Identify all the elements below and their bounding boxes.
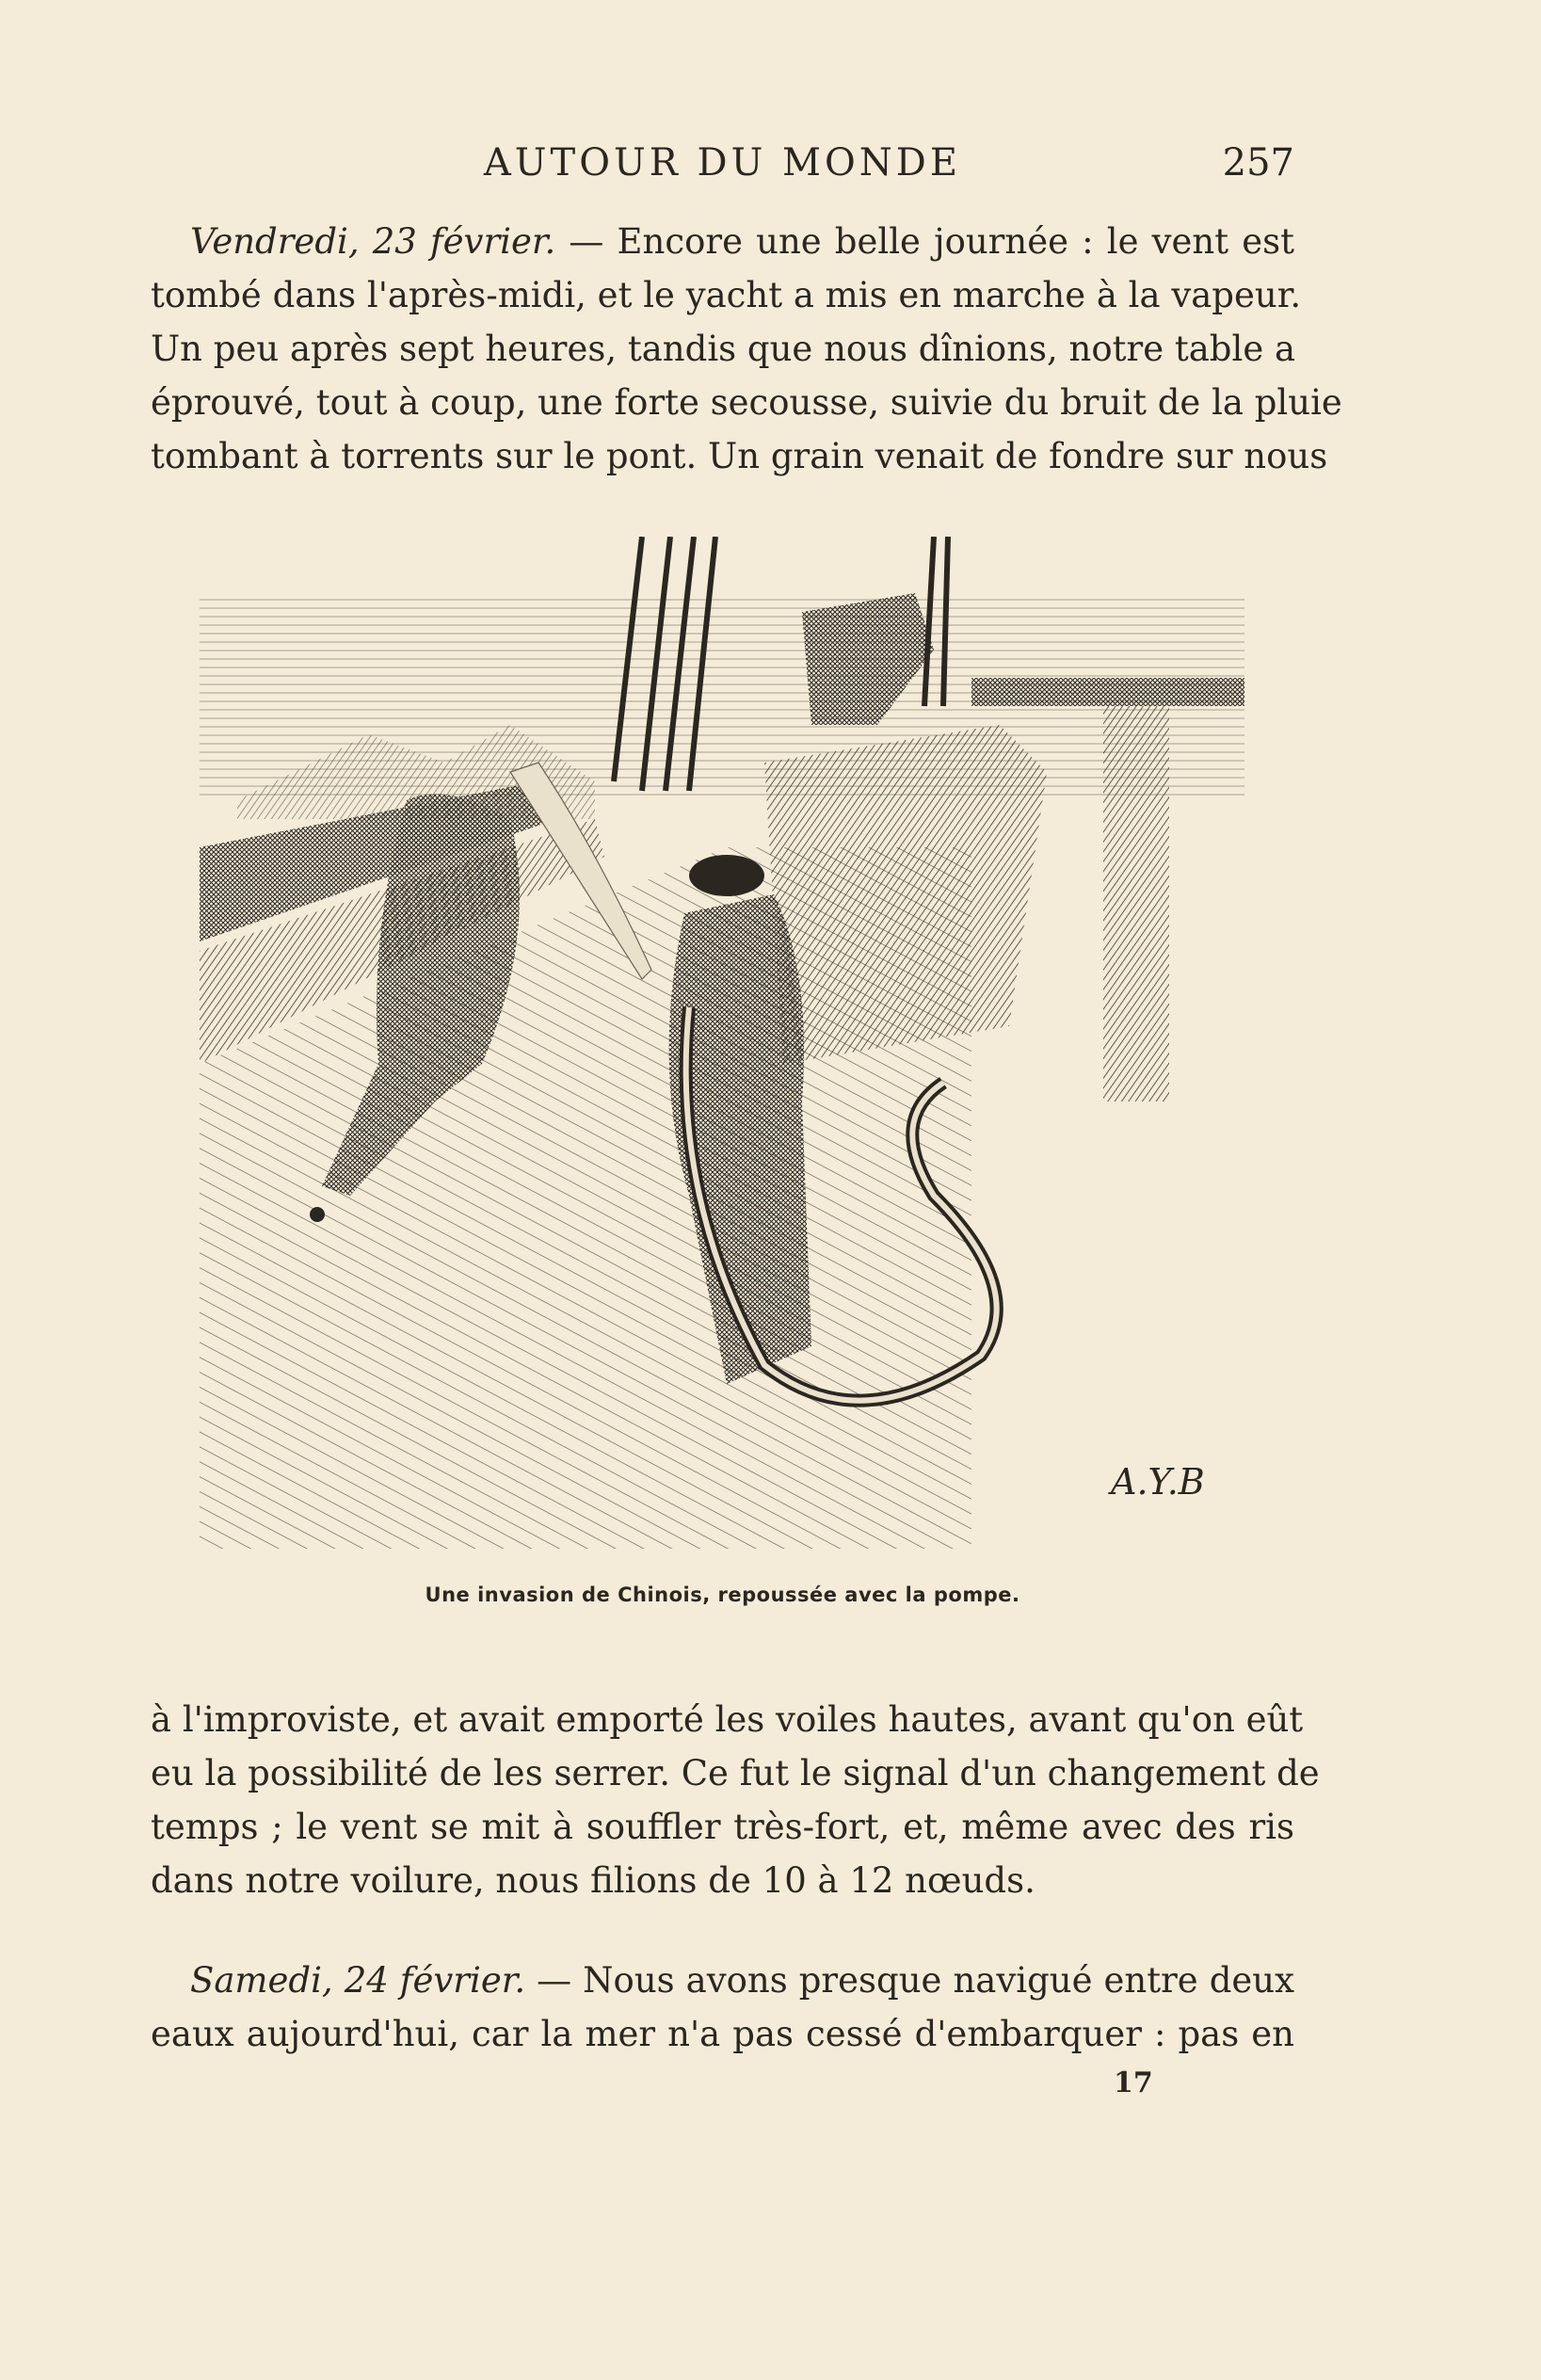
paragraph-line: eaux aujourd'hui, car la mer n'a pas cessé d'embarquer : pas en <box>151 2014 1294 2054</box>
date-label: Vendredi, 23 février. <box>190 221 556 262</box>
running-head <box>151 141 1294 188</box>
paragraph-continuation <box>151 1693 1320 1907</box>
illustration-caption: Une invasion de Chinois, repoussée avec la pompe. <box>425 1584 1020 1606</box>
paragraph-line: eu la possibilité de les serrer. Ce fut le signal d'un changement de <box>151 1753 1320 1793</box>
paragraph-line: tombant à torrents sur le pont. Un grain venait de fondre sur nous <box>151 436 1328 476</box>
date-label: Samedi, 24 février. <box>190 1960 526 2001</box>
paragraph-saturday <box>151 1954 1294 2061</box>
cap <box>689 855 764 896</box>
paragraph-line: éprouvé, tout à coup, une forte secousse, suivie du bruit de la pluie <box>151 382 1342 423</box>
paragraph-friday <box>151 215 1342 483</box>
running-title: AUTOUR DU MONDE <box>483 141 962 185</box>
page-number: 257 <box>1222 141 1294 185</box>
paragraph-line <box>151 1954 1294 2007</box>
line-text: — Encore une belle journée : le vent est <box>555 221 1294 262</box>
paragraph-line: dans notre voilure, nous filions de 10 à 12 nœuds. <box>151 1860 1035 1901</box>
line-text: — Nous avons presque navigué entre deux <box>525 1960 1294 2001</box>
paragraph-line: Un peu après sept heures, tandis que nous dînions, notre table a <box>151 329 1296 369</box>
paragraph-line <box>151 215 1294 268</box>
engraving-illustration <box>200 537 1244 1549</box>
paragraph-line: tombé dans l'après-midi, et le yacht a mis en marche à la vapeur. <box>151 275 1302 315</box>
paragraph-line: à l'improviste, et avait emporté les voiles hautes, avant qu'on eût <box>151 1699 1304 1740</box>
engraver-signature: A.Y.B <box>1111 1461 1205 1503</box>
paragraph-line: temps ; le vent se mit à souffler très-fort, et, même avec des ris <box>151 1807 1294 1847</box>
sheet-signature: 17 <box>1114 2066 1153 2099</box>
